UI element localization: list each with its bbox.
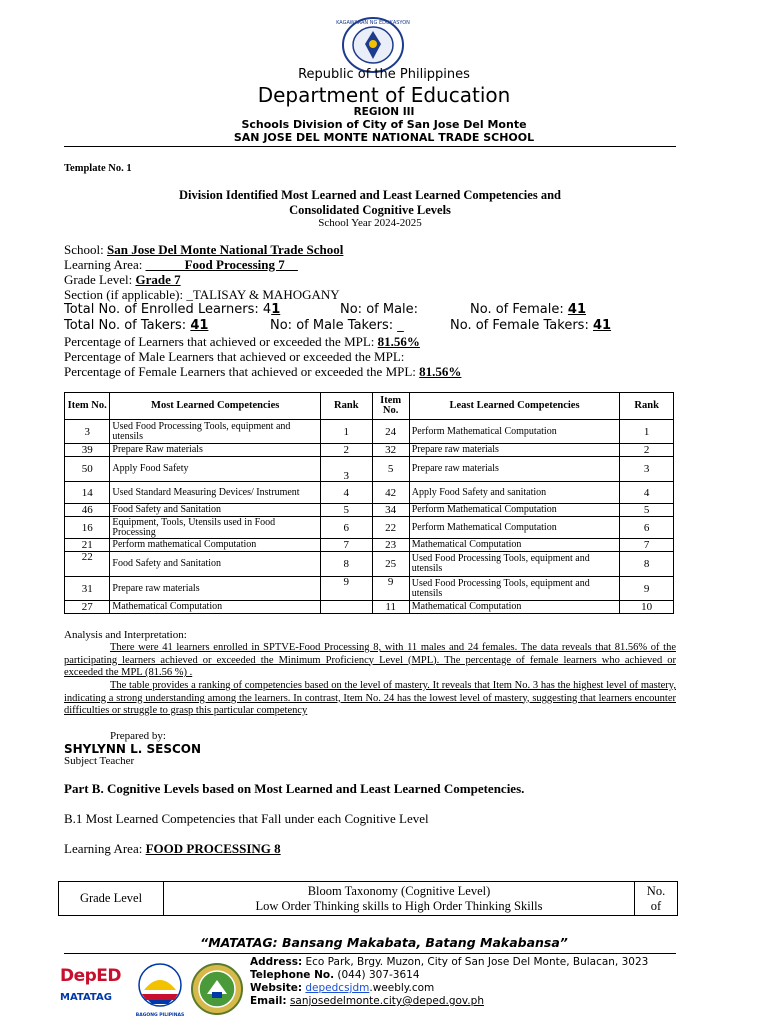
region-line: REGION III bbox=[353, 106, 415, 118]
cell: 1 bbox=[320, 420, 372, 444]
bloom-taxonomy-cell bbox=[164, 882, 635, 916]
cell: 4 bbox=[320, 482, 372, 504]
cell: 2 bbox=[320, 444, 372, 457]
female-takers-value: 41 bbox=[592, 318, 612, 333]
website-label: Website: bbox=[250, 982, 303, 994]
cell: Apply Food Safety bbox=[110, 457, 321, 482]
school-label: School: bbox=[64, 242, 107, 257]
cell bbox=[320, 601, 372, 614]
takers-label: Total No. of Takers: bbox=[64, 318, 191, 333]
cell: Perform Mathematical Computation bbox=[409, 420, 620, 444]
cell: Food Safety and Sanitation bbox=[110, 552, 321, 577]
col-rank-2: Rank bbox=[620, 393, 674, 420]
deped-logo bbox=[60, 966, 124, 1016]
cell: 3 bbox=[65, 420, 110, 444]
cell: 5 bbox=[372, 457, 409, 482]
cell: Prepare raw materials bbox=[409, 457, 620, 482]
female-takers-field bbox=[450, 318, 611, 333]
cell: 21 bbox=[65, 539, 110, 552]
cell: Apply Food Safety and sanitation bbox=[409, 482, 620, 504]
cell: 5 bbox=[620, 504, 674, 517]
division-line: Schools Division of City of San Jose Del Monte bbox=[241, 118, 527, 131]
female-count-value: 41 bbox=[567, 302, 586, 317]
bloom-header-row bbox=[59, 882, 678, 916]
col-least-learned: Least Learned Competencies bbox=[409, 393, 620, 420]
pct-all-value: 81.56% bbox=[377, 334, 420, 349]
cell: Perform Mathematical Computation bbox=[409, 504, 620, 517]
footer-website bbox=[250, 982, 434, 994]
cell: 8 bbox=[320, 552, 372, 577]
teacher-name: SHYLYNN L. SESCON bbox=[64, 742, 202, 756]
table-row bbox=[65, 577, 674, 601]
footer-address bbox=[250, 956, 648, 968]
doc-title-line2: Consolidated Cognitive Levels bbox=[289, 203, 451, 217]
learning-area-field bbox=[64, 257, 298, 273]
enrolled-value: 1 bbox=[271, 302, 281, 317]
cell: 42 bbox=[372, 482, 409, 504]
analysis-heading: Analysis and Interpretation: bbox=[64, 629, 187, 641]
cell: 2 bbox=[620, 444, 674, 457]
website-rest: .weebly.com bbox=[369, 982, 435, 994]
cell: 9 bbox=[620, 577, 674, 601]
cell: 3 bbox=[320, 457, 372, 482]
part-b-area-label: Learning Area: bbox=[64, 841, 146, 856]
enrolled-label: Total No. of Enrolled Learners: 4 bbox=[64, 302, 272, 317]
bloom-no-line1: No. bbox=[646, 883, 666, 898]
cell: Prepare Raw materials bbox=[110, 444, 321, 457]
cell: 4 bbox=[620, 482, 674, 504]
website-link[interactable]: depedcsjdm bbox=[305, 982, 370, 994]
prepared-by-label: Prepared by: bbox=[110, 730, 166, 742]
bloom-table bbox=[58, 881, 678, 916]
grade-level-field bbox=[64, 272, 181, 288]
template-number: Template No. 1 bbox=[64, 163, 132, 174]
takers-field bbox=[64, 318, 208, 333]
cell: Mathematical Computation bbox=[110, 601, 321, 614]
table-row bbox=[65, 504, 674, 517]
male-count-field: No: of Male: bbox=[340, 302, 419, 317]
table-row bbox=[65, 420, 674, 444]
cell: 16 bbox=[65, 517, 110, 539]
cell: 34 bbox=[372, 504, 409, 517]
footer-telephone bbox=[250, 969, 420, 981]
female-takers-label: No. of Female Takers: bbox=[450, 318, 593, 333]
learning-area-label: Learning Area: bbox=[64, 257, 146, 272]
cell: 9 bbox=[320, 577, 372, 601]
cell: 11 bbox=[372, 601, 409, 614]
cell: 7 bbox=[320, 539, 372, 552]
part-b-title: Part B. Cognitive Levels based on Most Learned and Least Learned Competencies. bbox=[64, 781, 525, 796]
department-line: Department of Education bbox=[257, 83, 511, 107]
telephone-label: Telephone No. bbox=[250, 969, 335, 981]
bagong-pilipinas-logo bbox=[134, 962, 186, 1020]
pct-male-field: Percentage of Male Learners that achieved or exceeded the MPL: bbox=[64, 349, 405, 364]
school-line: SAN JOSE DEL MONTE NATIONAL TRADE SCHOOL bbox=[233, 131, 535, 144]
cell: Mathematical Computation bbox=[409, 539, 620, 552]
cell: 50 bbox=[65, 457, 110, 482]
doc-title-line1: Division Identified Most Learned and Least Learned Competencies and bbox=[179, 188, 561, 202]
bloom-taxonomy-title: Bloom Taxonomy (Cognitive Level) bbox=[307, 883, 491, 898]
takers-value: 41 bbox=[190, 318, 209, 333]
matatag-wordmark: MATATAG bbox=[60, 992, 112, 1003]
pct-female-label: Percentage of Female Learners that achieved or exceeded the MPL: bbox=[64, 364, 420, 379]
part-b-learning-area bbox=[64, 841, 281, 857]
cell: 5 bbox=[320, 504, 372, 517]
table-row bbox=[65, 539, 674, 552]
table-row bbox=[65, 517, 674, 539]
cell: 7 bbox=[620, 539, 674, 552]
cell: 3 bbox=[620, 457, 674, 482]
col-most-learned: Most Learned Competencies bbox=[110, 393, 321, 420]
enrolled-field bbox=[64, 302, 280, 317]
male-takers-field: No: of Male Takers: _ bbox=[270, 318, 404, 333]
seal-text: KAGAWARAN NG EDUKASYON bbox=[336, 20, 410, 26]
analysis-paragraph-2: The table provides a ranking of competencies based on the level of mastery. It reveals that Item No. 3 has the highest level of mastery, indicating a strong understanding among the learners. In contrast, Item No. 24 has the lowest level of mastery, suggesting that learners encounter difficulties or struggle to grasp this particular competency bbox=[64, 680, 676, 716]
bloom-no-line2: of bbox=[650, 898, 662, 913]
table-header-row bbox=[65, 393, 674, 420]
footer-email bbox=[250, 995, 484, 1007]
section-field: Section (if applicable): _TALISAY & MAHOGANY bbox=[64, 287, 340, 302]
col-item-no-2: Item No. bbox=[372, 393, 409, 420]
school-field bbox=[64, 242, 343, 258]
cell: 24 bbox=[372, 420, 409, 444]
cell: 6 bbox=[320, 517, 372, 539]
pct-female-value: 81.56% bbox=[419, 364, 462, 379]
cell: 27 bbox=[65, 601, 110, 614]
email-label: Email: bbox=[250, 995, 287, 1007]
part-b1-heading: B.1 Most Learned Competencies that Fall under each Cognitive Level bbox=[64, 811, 429, 826]
cell: Used Food Processing Tools, equipment and utensils bbox=[409, 577, 620, 601]
cell: Used Food Processing Tools, equipment and utensils bbox=[409, 552, 620, 577]
table-row bbox=[65, 482, 674, 504]
cell: 32 bbox=[372, 444, 409, 457]
pct-all-field bbox=[64, 334, 420, 350]
pct-all-label: Percentage of Learners that achieved or exceeded the MPL: bbox=[64, 334, 378, 349]
teacher-role: Subject Teacher bbox=[64, 755, 135, 767]
school-logo bbox=[190, 962, 244, 1016]
table-row bbox=[65, 552, 674, 577]
cell: 1 bbox=[620, 420, 674, 444]
cell: Food Safety and Sanitation bbox=[110, 504, 321, 517]
grade-level-label: Grade Level: bbox=[64, 272, 136, 287]
bloom-grade-level: Grade Level bbox=[59, 882, 164, 916]
learning-area-value: ______Food Processing 7__ bbox=[145, 257, 298, 272]
cell: 23 bbox=[372, 539, 409, 552]
grade-level-value: Grade 7 bbox=[135, 272, 181, 287]
cell: Used Food Processing Tools, equipment and utensils bbox=[110, 420, 321, 444]
table-row bbox=[65, 601, 674, 614]
female-count-label: No. of Female: bbox=[470, 302, 568, 317]
cell: 22 bbox=[65, 552, 110, 577]
cell: 39 bbox=[65, 444, 110, 457]
pct-female-field bbox=[64, 364, 461, 380]
cell: 6 bbox=[620, 517, 674, 539]
cell: 25 bbox=[372, 552, 409, 577]
cell: Equipment, Tools, Utensils used in Food Processing bbox=[110, 517, 321, 539]
bagong-pilipinas-text: BAGONG PILIPINAS bbox=[135, 1013, 185, 1018]
cell: Prepare raw materials bbox=[110, 577, 321, 601]
part-b-area-value: FOOD PROCESSING 8 bbox=[145, 841, 281, 856]
school-year: School Year 2024-2025 bbox=[318, 217, 422, 229]
cell: Perform Mathematical Computation bbox=[409, 517, 620, 539]
footer-divider bbox=[64, 953, 676, 954]
bloom-taxonomy-subtitle: Low Order Thinking skills to High Order Thinking Skills bbox=[255, 898, 543, 913]
deped-seal bbox=[336, 16, 410, 74]
cell: 8 bbox=[620, 552, 674, 577]
bloom-number-cell bbox=[635, 882, 678, 916]
deped-wordmark: DepED bbox=[60, 966, 122, 986]
motto: “MATATAG: Bansang Makabata, Batang Makabansa” bbox=[200, 935, 568, 950]
header-divider bbox=[64, 146, 676, 147]
telephone-value: (044) 307-3614 bbox=[334, 969, 420, 981]
school-value: San Jose Del Monte National Trade School bbox=[106, 242, 344, 257]
col-item-no: Item No. bbox=[65, 393, 110, 420]
email-link[interactable]: sanjosedelmonte.city@deped.gov.ph bbox=[289, 995, 484, 1007]
republic-line: Republic of the Philippines bbox=[298, 67, 470, 82]
female-count-field bbox=[470, 302, 586, 317]
cell: 14 bbox=[65, 482, 110, 504]
cell: 9 bbox=[372, 577, 409, 601]
cell: Perform mathematical Computation bbox=[110, 539, 321, 552]
cell: Mathematical Computation bbox=[409, 601, 620, 614]
cell: 46 bbox=[65, 504, 110, 517]
table-row bbox=[65, 457, 674, 482]
col-rank: Rank bbox=[320, 393, 372, 420]
address-value: Eco Park, Brgy. Muzon, City of San Jose Del Monte, Bulacan, 3023 bbox=[302, 956, 649, 968]
cell: 10 bbox=[620, 601, 674, 614]
cell: Used Standard Measuring Devices/ Instrument bbox=[110, 482, 321, 504]
analysis-paragraph-1: There were 41 learners enrolled in SPTVE-Food Processing 8, with 11 males and 24 females. The data reveals that 81.56% of the participating learners achieved or exceeded the Minimum Proficiency Level (MPL). The percentage of female learners who achieved or exceeded the MPL (81.56 %) . bbox=[64, 642, 676, 678]
competency-table bbox=[64, 392, 674, 614]
table-row bbox=[65, 444, 674, 457]
cell: 31 bbox=[65, 577, 110, 601]
cell: 22 bbox=[372, 517, 409, 539]
address-label: Address: bbox=[250, 956, 303, 968]
cell: Prepare raw materials bbox=[409, 444, 620, 457]
